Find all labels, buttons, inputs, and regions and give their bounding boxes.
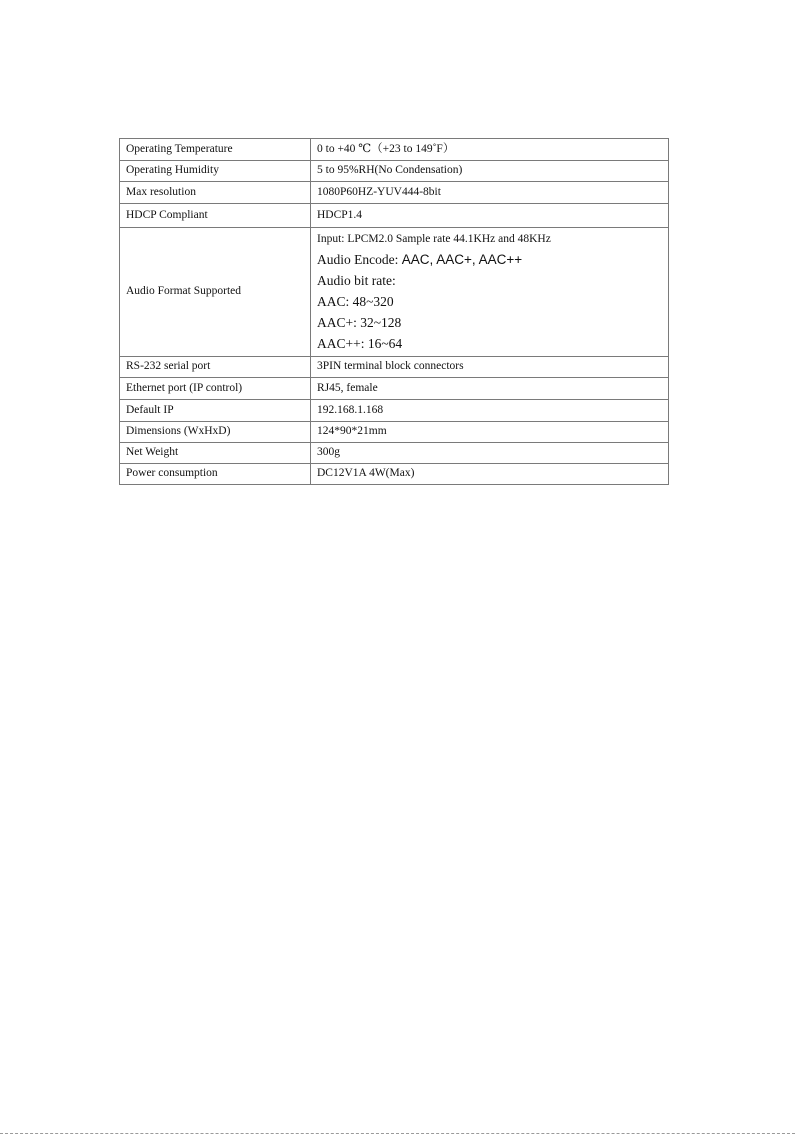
audio-bitrate-aac-plus: AAC+: 32~128 — [317, 315, 402, 330]
table-row — [120, 378, 669, 400]
table-row — [120, 422, 669, 443]
spec-value: 124*90*21mm — [311, 422, 669, 443]
spec-value: HDCP1.4 — [311, 204, 669, 228]
spec-label: Audio Format Supported — [120, 228, 311, 357]
spec-value: RJ45, female — [311, 378, 669, 400]
spec-value: 1080P60HZ-YUV444-8bit — [311, 182, 669, 204]
spec-label: Operating Humidity — [120, 161, 311, 182]
audio-bitrate-label: Audio bit rate: — [317, 273, 396, 288]
spec-value: 300g — [311, 443, 669, 464]
spec-value: DC12V1A 4W(Max) — [311, 464, 669, 485]
audio-bitrate-aac: AAC: 48~320 — [317, 294, 394, 309]
spec-label: Net Weight — [120, 443, 311, 464]
audio-encode-label: Audio Encode: — [317, 252, 399, 267]
table-row — [120, 357, 669, 378]
spec-label: Power consumption — [120, 464, 311, 485]
spec-value: 0 to +40 ℃（+23 to 149˚F） — [311, 139, 669, 161]
spec-value: 192.168.1.168 — [311, 400, 669, 422]
spec-value: 3PIN terminal block connectors — [311, 357, 669, 378]
table-row — [120, 464, 669, 485]
spec-label: Ethernet port (IP control) — [120, 378, 311, 400]
audio-encode-values: AAC, AAC+, AAC++ — [401, 252, 523, 267]
spec-label: RS-232 serial port — [120, 357, 311, 378]
spec-label: Max resolution — [120, 182, 311, 204]
spec-value: 5 to 95%RH(No Condensation) — [311, 161, 669, 182]
table-row — [120, 139, 669, 161]
table-row — [120, 161, 669, 182]
audio-bitrate-aac-plus-plus: AAC++: 16~64 — [317, 336, 403, 351]
table-row — [120, 204, 669, 228]
table-row — [120, 228, 669, 357]
spec-label: Default IP — [120, 400, 311, 422]
audio-input-line: Input: LPCM2.0 Sample rate 44.1KHz and 48KHz — [317, 233, 551, 245]
table-row — [120, 443, 669, 464]
spec-label: HDCP Compliant — [120, 204, 311, 228]
table-row — [120, 400, 669, 422]
page-bottom-divider — [0, 1133, 795, 1134]
table-row — [120, 182, 669, 204]
spec-label: Operating Temperature — [120, 139, 311, 161]
audio-format-details — [311, 228, 669, 357]
audio-encode-line — [317, 249, 668, 270]
spec-label: Dimensions (WxHxD) — [120, 422, 311, 443]
specifications-table — [119, 138, 669, 485]
